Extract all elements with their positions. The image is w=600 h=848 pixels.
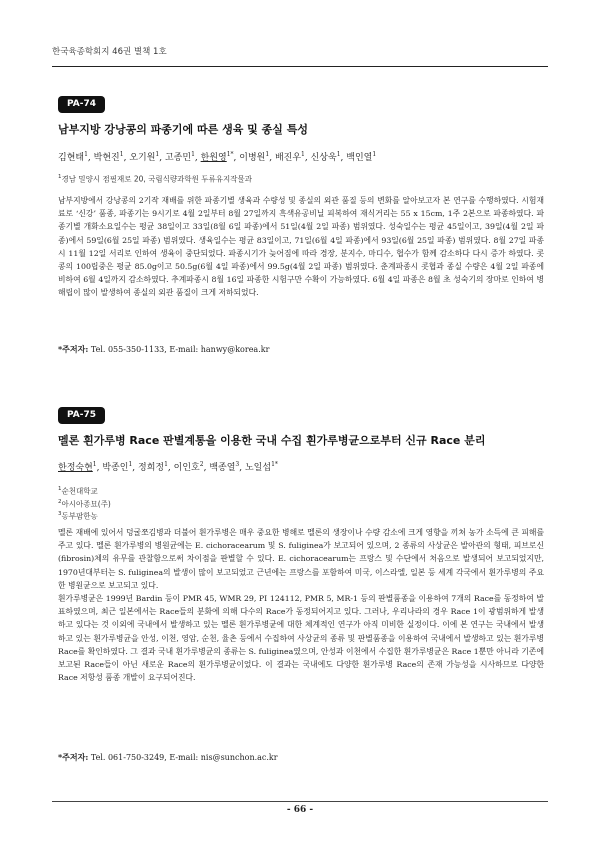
author: 백종열$^3$ [209, 461, 240, 473]
corresponding-author: *주저자: Tel. 061-750-3249, E-mail: nis@sunchon.ac.kr [58, 752, 278, 762]
author-list: 한정숙현$^1$, 박종인$^1$, 정희정$^1$, 이인호$^2$, 백종열$^3$, 노일섭$^{1*}$ [58, 461, 278, 473]
author: 이병원$^1$ [239, 151, 270, 163]
article-tag: PA-75 [58, 407, 105, 424]
abstract [58, 194, 544, 300]
author: 배진우$^1$ [274, 151, 305, 163]
article-title: 남부지방 강낭콩의 파종기에 따른 생육 및 종실 특성 [58, 123, 308, 136]
corresponding-author: *주저자: Tel. 055-350-1133, E-mail: hanwy@korea.kr [58, 344, 270, 354]
page-number: - 66 - [286, 805, 314, 815]
author: 신상욱$^1$ [310, 151, 341, 163]
footer-rule [52, 801, 548, 802]
abstract [58, 526, 544, 684]
author: 한정숙현$^1$ [58, 461, 97, 473]
affiliation: $^2$아시아종묘(주) [58, 498, 111, 508]
header-rule [52, 66, 548, 67]
article-tag: PA-74 [58, 96, 105, 113]
author: 오기원$^1$ [129, 151, 160, 163]
article-title: 멜론 흰가루병 Race 판별계통을 이용한 국내 수집 흰가루병균으로부터 신규 Race 분리 [58, 434, 486, 447]
abstract-paragraph: 멜론 재배에 있어서 덩굴쪼김병과 더불어 흰가루병은 매우 중요한 병해로 멜론의 생장이나 수량 감소에 크게 영향을 끼쳐 농가 소득에 큰 피해를 주고 있다. 멜론 흰가루병의 병원균에는 E. cichoracearum 및 S. fuliginea가 보고되어 있으며, 2 종류의 사상균은 발아관의 형태, 피브로신(fibrosin)체의 유무를 관찰함으로써 차이점을 판별할 수 있다. E. cichoracearum는 프랑스 및 수단에서 처음으로 발생되어 보고되었지만, 1970년대부터는 S. fuliginea의 발생이 많이 보고되었고 근년에는 프랑스를 포함하여 미국, 이스라엘, 일본 등 세계 각국에서 흰가루병의 주요한 병원균으로 보고되고 있다. [58, 528, 544, 590]
author-corresponding: 한원영$^{1*}$ [200, 151, 234, 163]
journal-header: 한국육종학회지 46권 별책 1호 [52, 47, 167, 57]
affiliation: $^1$순천대학교 [58, 486, 98, 496]
abstract-paragraph: 남부지방에서 강낭콩의 2기작 재배를 위한 파종기별 생육과 수량성 및 종실의 외관 품질 등의 변화를 알아보고자 본 연구를 수행하였다. 시험재료로 ‘신강’ 품종, 파종기는 9시기로 4월 2일부터 8월 27일까지 흑색유공비닐 피복하여 재식거리는 55 x 15cm, 1주 2본으로 파종하였다. 파종기별 개화소요일수는 평균 38일이고 33일(8월 6일 파종)에서 51일(4월 2일 파종) 범위였다. 성숙일수는 평균 45일이고, 39일(4월 2일 파종)에서 59일(6월 25일 파종) 범위였다. 생육일수는 평균 83일이고, 71일(6월 4일 파종)에서 93일(6월 25일 파종) 범위였다. 8월 27일 파종시 11월 12일 서리로 인하여 생육이 중단되었다. 파종시기가 늦어짐에 따라 경장, 분지수, 마디수, 협수가 함께 감소하다 다시 증가 하였다. 콧콩의 100립중은 평균 85.0g이고 50.5g(6월 4일 파종)에서 99.5g(4월 2일 파종) 범위였다. 춘계파종시 콧협과 종실 수량은 4월 2일 파종에 비하여 6월 4일까지 감소하였다. 추계파종시 8월 16일 파종한 시험구만 수확이 가능하였다. 6월 4일 파종은 8월 초 성숙기의 장마로 인하여 병해립이 많이 발생하여 종실의 외관 품질이 크게 저하되었다. [58, 196, 544, 298]
author: 김현태$^1$ [58, 151, 88, 163]
abstract-paragraph: 흰가루병균은 1999년 Bardin 등이 PMR 45, WMR 29, PI 124112, PMR 5, MR-1 등의 판별품종을 이용하여 7개의 Race를 동정하여 발표하였으며, 최근 일본에서는 Race들의 분화에 의해 다수의 Race가 동정되어지고 있다. 그러나, 우리나라의 경우 Race 1이 광범위하게 발생하고 있다는 것 이외에 국내에서 발생하고 있는 멜론 흰가루병균에 대한 체계적인 연구가 아직 미비한 실정이다. 이에 본 연구는 국내에서 발생하고 있는 흰가루병균을 안성, 이천, 영암, 순천, 율촌 등에서 수집하여 사상균의 종류 및 판별품종을 이용하여 국내에서 발생하고 있는 흰가루병 Race를 확인하였다. 그 결과 국내 흰가루병균의 종류는 S. fuliginea였으며, 안성과 이천에서 수집한 흰가루병균은 Race 1뿐만 아니라 기존에 보고된 Race들이 아닌 새로운 Race의 흰가루병균이었다. 이 결과는 국내에도 다양한 흰가루병 Race의 존재 가능성을 시사하므로 다양한 Race 저항성 품종 개발이 요구되어진다. [58, 594, 544, 683]
author: 고종민$^1$ [164, 151, 195, 163]
author: 박현진$^1$ [93, 151, 124, 163]
affiliation: $^1$경남 밀양시 점필재로 20, 국립식량과학원 두류유지작물과 [58, 174, 252, 184]
affiliation: $^3$동부팜한농 [58, 511, 98, 521]
author: 박종인$^1$ [102, 461, 133, 473]
affiliation-list [58, 484, 111, 522]
author: 백인열$^1$ [346, 151, 377, 163]
author-corresponding: 노일섭$^{1*}$ [244, 461, 278, 473]
author: 이인호$^2$ [173, 461, 204, 473]
author: 정희정$^1$ [138, 461, 168, 473]
author-list: 김현태$^1$, 박현진$^1$, 오기원$^1$, 고종민$^1$, 한원영$^{1*}$, 이병원$^1$, 배진우$^1$, 신상욱$^1$, 백인열$^1$ [58, 151, 377, 163]
